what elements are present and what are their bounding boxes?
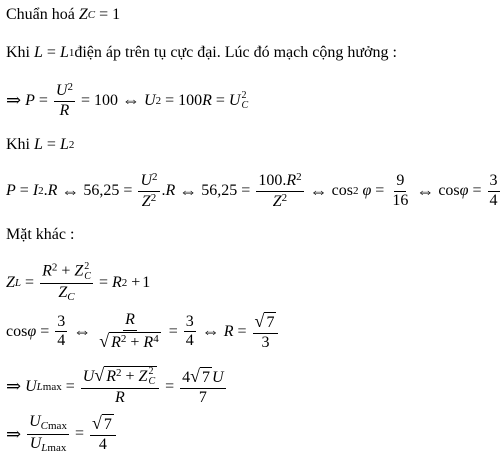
- normalize-label: Chuẩn hoá: [6, 6, 75, 23]
- cos-phi-equation: P = I 2 . R ⇔ 56,25 = $\frac{U^2}{Z^2}$ . R ⇔ 56,25 = $\frac{100.R^2}{Z^2}$ ⇔ cos 2 φ = $\frac{9}{16}$ ⇔ cos φ = $\frac{3}{4}$: [6, 171, 498, 210]
- condition-l1-line: Khi L = L 1 điện áp trên tụ cực đại. Lúc đó mạch cộng hưởng :: [6, 44, 397, 61]
- ul-max-equation: ⇒ U Lmax = U√ $R^2 + Z$ 2 C R = $\frac{4√ 7 U}{7}$: [6, 365, 224, 407]
- normalize-line: Chuẩn hoá Z C = 1: [6, 6, 121, 23]
- ratio-equation: ⇒ $\frac{U_{Cmax}}{U_{Lmax}}$ = $\frac{√ 7}{4}$: [6, 414, 118, 454]
- zl-equation: Z L = $R^2 + Z$ 2 C $Z_C$ = R 2 + 1: [6, 261, 151, 303]
- r-value-equation: cos φ = $\frac{3}{4}$ ⇔ $\frac{R}{√ R^2 + R^4}$ = $\frac{3}{4}$ ⇔ R = $\frac{√ 7}{3}$: [6, 312, 280, 352]
- other-side-line: Mặt khác :: [6, 226, 75, 243]
- condition-l2-line: Khi L = L 2: [6, 136, 75, 153]
- power-equation: ⇒ P = $\frac{U^2}{R}$ = 100 ⇔ U 2 = 100 R = U 2 C: [6, 81, 249, 119]
